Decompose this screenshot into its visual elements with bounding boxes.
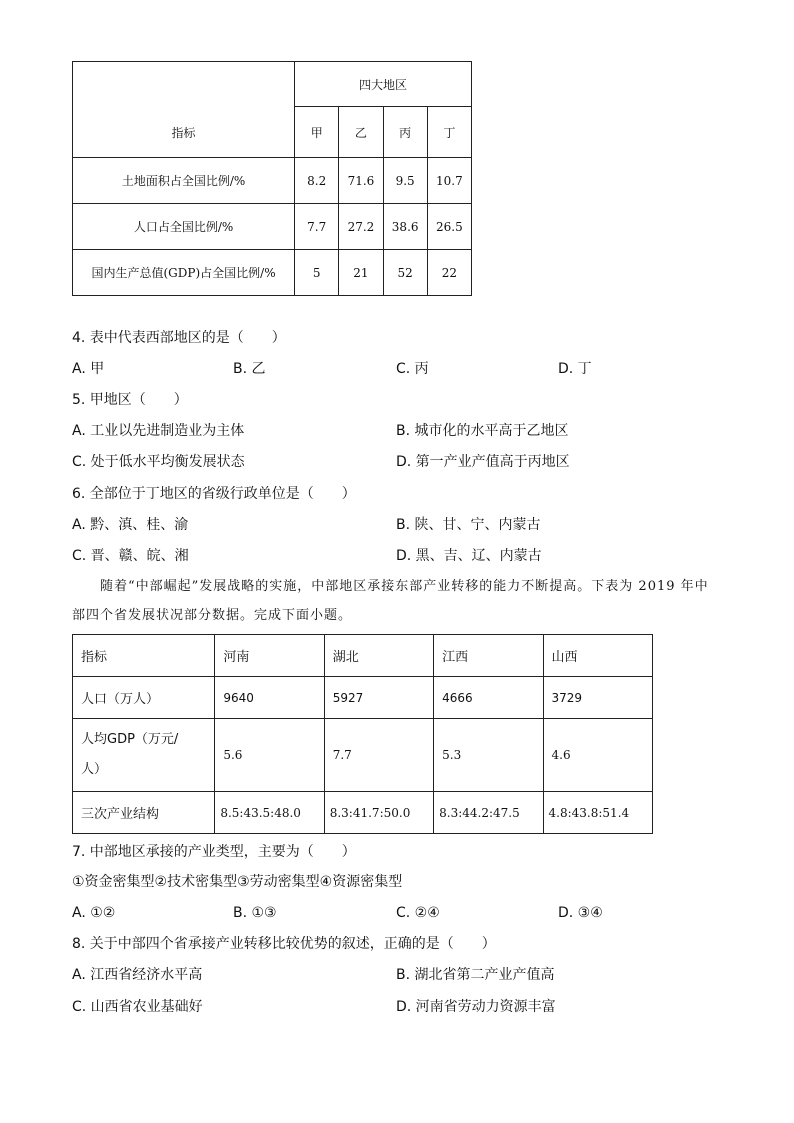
regions-table: [72, 61, 472, 296]
table-cell: 8.3:41.7:50.0: [324, 792, 433, 834]
row-label-line-1: 人均GDP（万元/: [81, 732, 179, 747]
q7-option-a[interactable]: A. ①②: [72, 905, 116, 921]
column-header: 河南: [215, 635, 324, 677]
q5-stem: 5. 甲地区（ ）: [72, 392, 188, 408]
q5-option-a[interactable]: A. 工业以先进制造业为主体: [72, 423, 245, 439]
table-row: [73, 158, 472, 204]
column-header: 山西: [543, 635, 652, 677]
q4-option-d[interactable]: D. 丁: [558, 361, 592, 377]
column-header: 指标: [73, 635, 215, 677]
q4-stem: 4. 表中代表西部地区的是（ ）: [72, 330, 286, 346]
q5-option-c[interactable]: C. 处于低水平均衡发展状态: [72, 454, 245, 470]
q5-option-d[interactable]: D. 第一产业产值高于丙地区: [396, 454, 570, 470]
column-header: 丙: [383, 107, 427, 158]
table-cell: 7.7: [324, 719, 433, 792]
row-label: 人口占全国比例/%: [73, 204, 295, 250]
column-header: 湖北: [324, 635, 433, 677]
column-header: 乙: [339, 107, 383, 158]
column-header: 丁: [427, 107, 471, 158]
q4-option-b[interactable]: B. 乙: [233, 361, 266, 377]
table-cell: 27.2: [339, 204, 383, 250]
q6-stem: 6. 全部位于丁地区的省级行政单位是（ ）: [72, 486, 356, 502]
q7-options-line: ①资金密集型②技术密集型③劳动密集型④资源密集型: [72, 874, 403, 890]
table-cell: 4.8:43.8:51.4: [543, 792, 652, 834]
table-cell: 10.7: [427, 158, 471, 204]
region-header: 四大地区: [295, 62, 472, 107]
q7-option-d[interactable]: D. ③④: [558, 905, 603, 921]
table-row: [73, 250, 472, 296]
table-cell: 5927: [324, 677, 433, 719]
q6-option-a[interactable]: A. 黔、滇、桂、渝: [72, 517, 189, 533]
q6-option-d[interactable]: D. 黑、吉、辽、内蒙古: [396, 548, 542, 564]
table-cell: 9.5: [383, 158, 427, 204]
table-cell: 5: [295, 250, 339, 296]
table-row: [73, 204, 472, 250]
q7-option-c[interactable]: C. ②④: [396, 905, 440, 921]
q4-option-c[interactable]: C. 丙: [396, 361, 429, 377]
q6-option-b[interactable]: B. 陕、甘、宁、内蒙古: [396, 517, 541, 533]
central-provinces-table: [72, 634, 653, 834]
row-label: 人口（万人）: [73, 677, 215, 719]
row-label: 国内生产总值(GDP)占全国比例/%: [73, 250, 295, 296]
q8-option-b[interactable]: B. 湖北省第二产业产值高: [396, 967, 555, 983]
passage-line-2: 部四个省发展状况部分数据。完成下面小题。: [72, 608, 353, 623]
table-cell: 71.6: [339, 158, 383, 204]
q7-stem: 7. 中部地区承接的产业类型，主要为（ ）: [72, 844, 356, 860]
q7-option-b[interactable]: B. ①③: [233, 905, 277, 921]
row-label-line-2: 人）: [81, 762, 108, 777]
indicator-header: 指标: [73, 62, 295, 158]
table-cell: 8.5:43.5:48.0: [215, 792, 324, 834]
table-cell: 5.6: [215, 719, 324, 792]
q4-option-a[interactable]: A. 甲: [72, 361, 105, 377]
table-row: [73, 792, 653, 834]
table-cell: 22: [427, 250, 471, 296]
q6-option-c[interactable]: C. 晋、赣、皖、湘: [72, 548, 189, 564]
q8-option-c[interactable]: C. 山西省农业基础好: [72, 999, 203, 1015]
table-cell: 4666: [434, 677, 543, 719]
table-cell: 38.6: [383, 204, 427, 250]
q8-option-a[interactable]: A. 江西省经济水平高: [72, 967, 203, 983]
table-cell: 3729: [543, 677, 652, 719]
table-cell: 9640: [215, 677, 324, 719]
table-cell: 8.2: [295, 158, 339, 204]
row-label: 三次产业结构: [73, 792, 215, 834]
table-cell: 8.3:44.2:47.5: [434, 792, 543, 834]
table-row: [73, 719, 653, 792]
table-row: [73, 677, 653, 719]
q5-option-b[interactable]: B. 城市化的水平高于乙地区: [396, 423, 569, 439]
table-cell: 7.7: [295, 204, 339, 250]
q8-stem: 8. 关于中部四个省承接产业转移比较优势的叙述，正确的是（ ）: [72, 936, 496, 952]
passage-line-1: 随着“中部崛起”发展战略的实施，中部地区承接东部产业转移的能力不断提高。下表为 2019 年中: [100, 579, 709, 594]
row-label: 土地面积占全国比例/%: [73, 158, 295, 204]
column-header: 江西: [434, 635, 543, 677]
column-header: 甲: [295, 107, 339, 158]
table-cell: 52: [383, 250, 427, 296]
table-cell: 4.6: [543, 719, 652, 792]
table-header-row: [73, 635, 653, 677]
table-cell: 5.3: [434, 719, 543, 792]
q8-option-d[interactable]: D. 河南省劳动力资源丰富: [396, 999, 556, 1015]
table-cell: 26.5: [427, 204, 471, 250]
table-cell: 21: [339, 250, 383, 296]
row-label: [73, 719, 215, 792]
